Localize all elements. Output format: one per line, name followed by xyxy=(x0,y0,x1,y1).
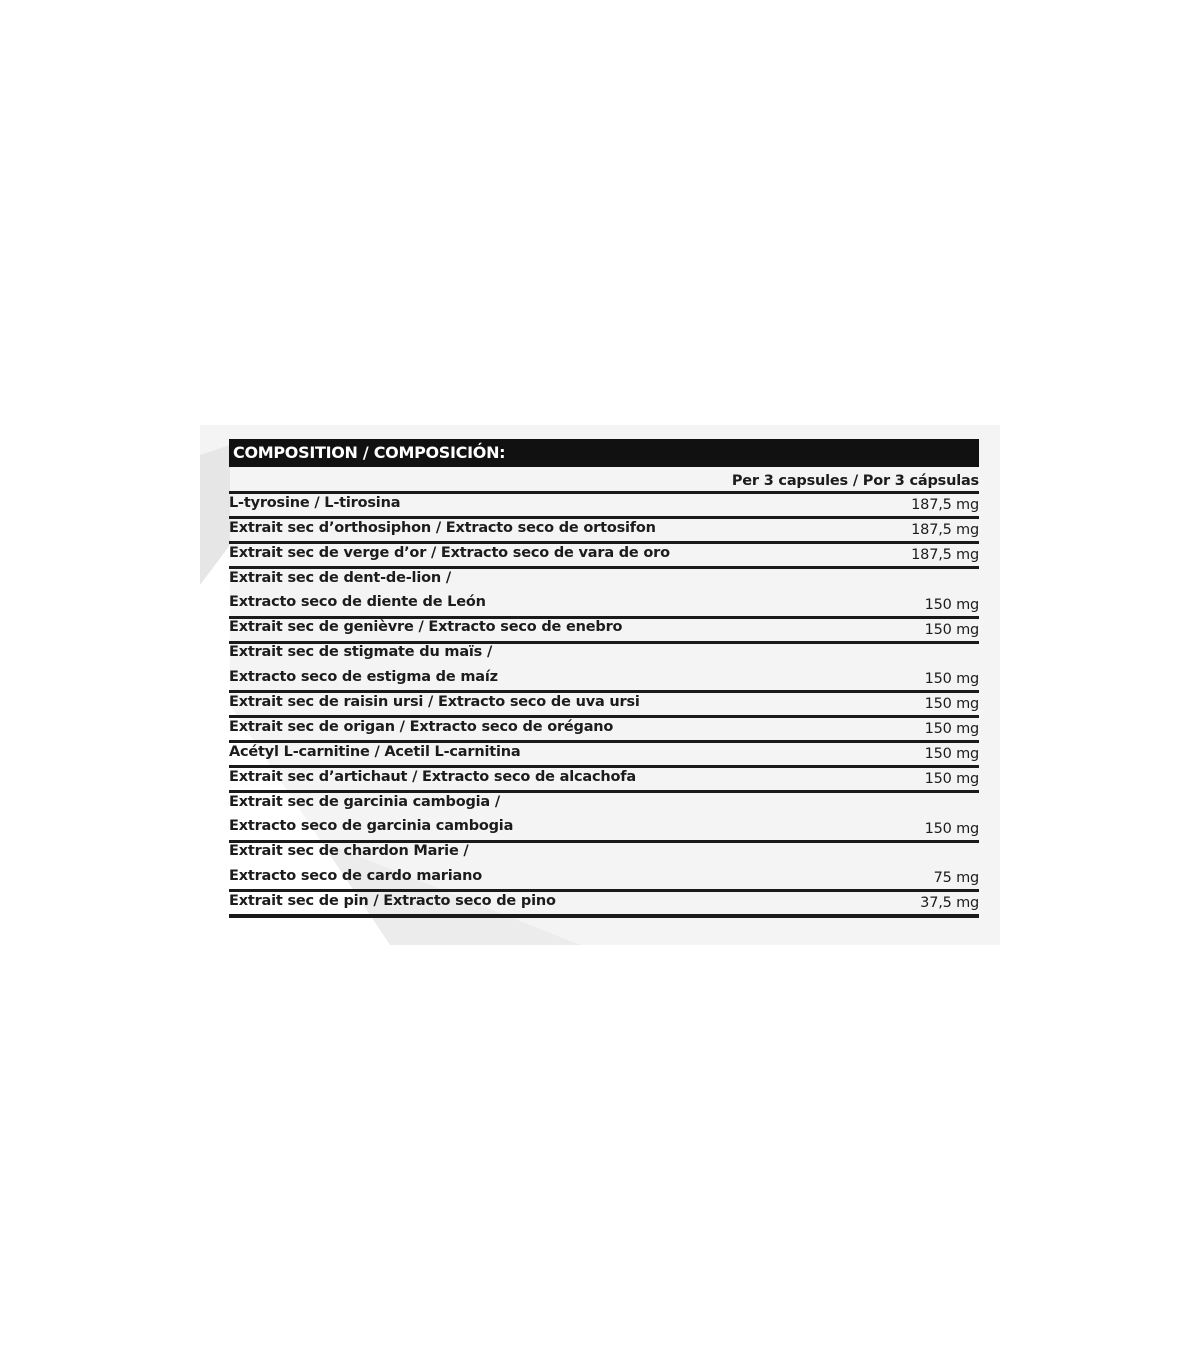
ingredient-name-line: Acétyl L-carnitine / Acetil L-carnitina xyxy=(229,743,521,760)
ingredient-name xyxy=(229,839,482,889)
ingredient-name-line: Extracto seco de diente de León xyxy=(229,594,486,610)
ingredient-amount: 150 mg xyxy=(924,771,979,787)
ingredient-name-line: Extrait sec de stigmate du maïs / xyxy=(229,644,493,660)
ingredient-amount: 150 mg xyxy=(924,621,979,638)
ingredient-name xyxy=(229,790,513,840)
ingredient-amount: 187,5 mg xyxy=(911,522,979,538)
ingredient-name-line: Extrait sec de dent-de-lion / xyxy=(229,569,451,586)
ingredient-row xyxy=(229,644,979,694)
ingredient-row xyxy=(229,843,979,893)
ingredient-name-line: Extracto seco de garcinia cambogia xyxy=(229,818,514,834)
ingredient-name-line: Extrait sec de raisin ursi / Extracto seco de uva ursi xyxy=(229,693,640,710)
ingredient-name-line: Extrait sec de garcinia cambogia / xyxy=(229,793,500,810)
ingredient-name-line: Extrait sec d’artichaut / Extracto seco de alcachofa xyxy=(229,768,636,785)
ingredient-amount: 75 mg xyxy=(933,870,979,886)
label-panel xyxy=(200,425,1000,945)
ingredient-amount: 37,5 mg xyxy=(920,895,979,911)
ingredient-name-line: Extrait sec de genièvre / Extracto seco de enebro xyxy=(229,619,623,635)
ingredient-amount: 150 mg xyxy=(924,671,979,687)
ingredient-name-line: Extrait sec de pin / Extracto seco de pino xyxy=(229,892,556,909)
ingredient-rows xyxy=(229,494,979,918)
ingredient-amount: 187,5 mg xyxy=(911,497,979,513)
ingredient-name-line: Extracto seco de cardo mariano xyxy=(229,867,482,884)
ingredient-name-line: L-tyrosine / L-tirosina xyxy=(229,494,401,511)
composition-title: COMPOSITION / COMPOSICIÓN: xyxy=(229,439,979,467)
composition-table xyxy=(229,439,979,918)
ingredient-amount: 150 mg xyxy=(924,746,979,762)
ingredient-name-line: Extracto seco de estigma de maíz xyxy=(229,668,498,685)
ingredient-name xyxy=(229,765,636,791)
ingredient-amount: 150 mg xyxy=(924,721,979,737)
ingredient-amount: 187,5 mg xyxy=(911,547,979,563)
ingredient-row xyxy=(229,892,979,918)
ingredient-name xyxy=(229,889,556,915)
ingredient-name-line: Extrait sec d’orthosiphon / Extracto seco de ortosifon xyxy=(229,519,656,536)
ingredient-amount: 150 mg xyxy=(924,820,979,837)
ingredient-row xyxy=(229,569,979,619)
ingredient-name xyxy=(229,541,670,567)
serving-column-header: Per 3 capsules / Por 3 cápsulas xyxy=(229,467,979,494)
ingredient-name-line: Extrait sec de chardon Marie / xyxy=(229,843,469,859)
ingredient-name xyxy=(229,715,613,741)
ingredient-name xyxy=(229,615,622,641)
ingredient-name xyxy=(229,640,498,690)
ingredient-name xyxy=(229,491,400,517)
ingredient-amount: 150 mg xyxy=(924,696,979,712)
ingredient-amount: 150 mg xyxy=(924,596,979,613)
ingredient-name xyxy=(229,566,486,616)
ingredient-row xyxy=(229,793,979,843)
ingredient-name xyxy=(229,740,520,766)
ingredient-name-line: Extrait sec de verge d’or / Extracto seco de vara de oro xyxy=(229,544,670,561)
ingredient-name xyxy=(229,516,656,542)
ingredient-name xyxy=(229,690,640,716)
ingredient-name-line: Extrait sec de origan / Extracto seco de orégano xyxy=(229,718,614,735)
